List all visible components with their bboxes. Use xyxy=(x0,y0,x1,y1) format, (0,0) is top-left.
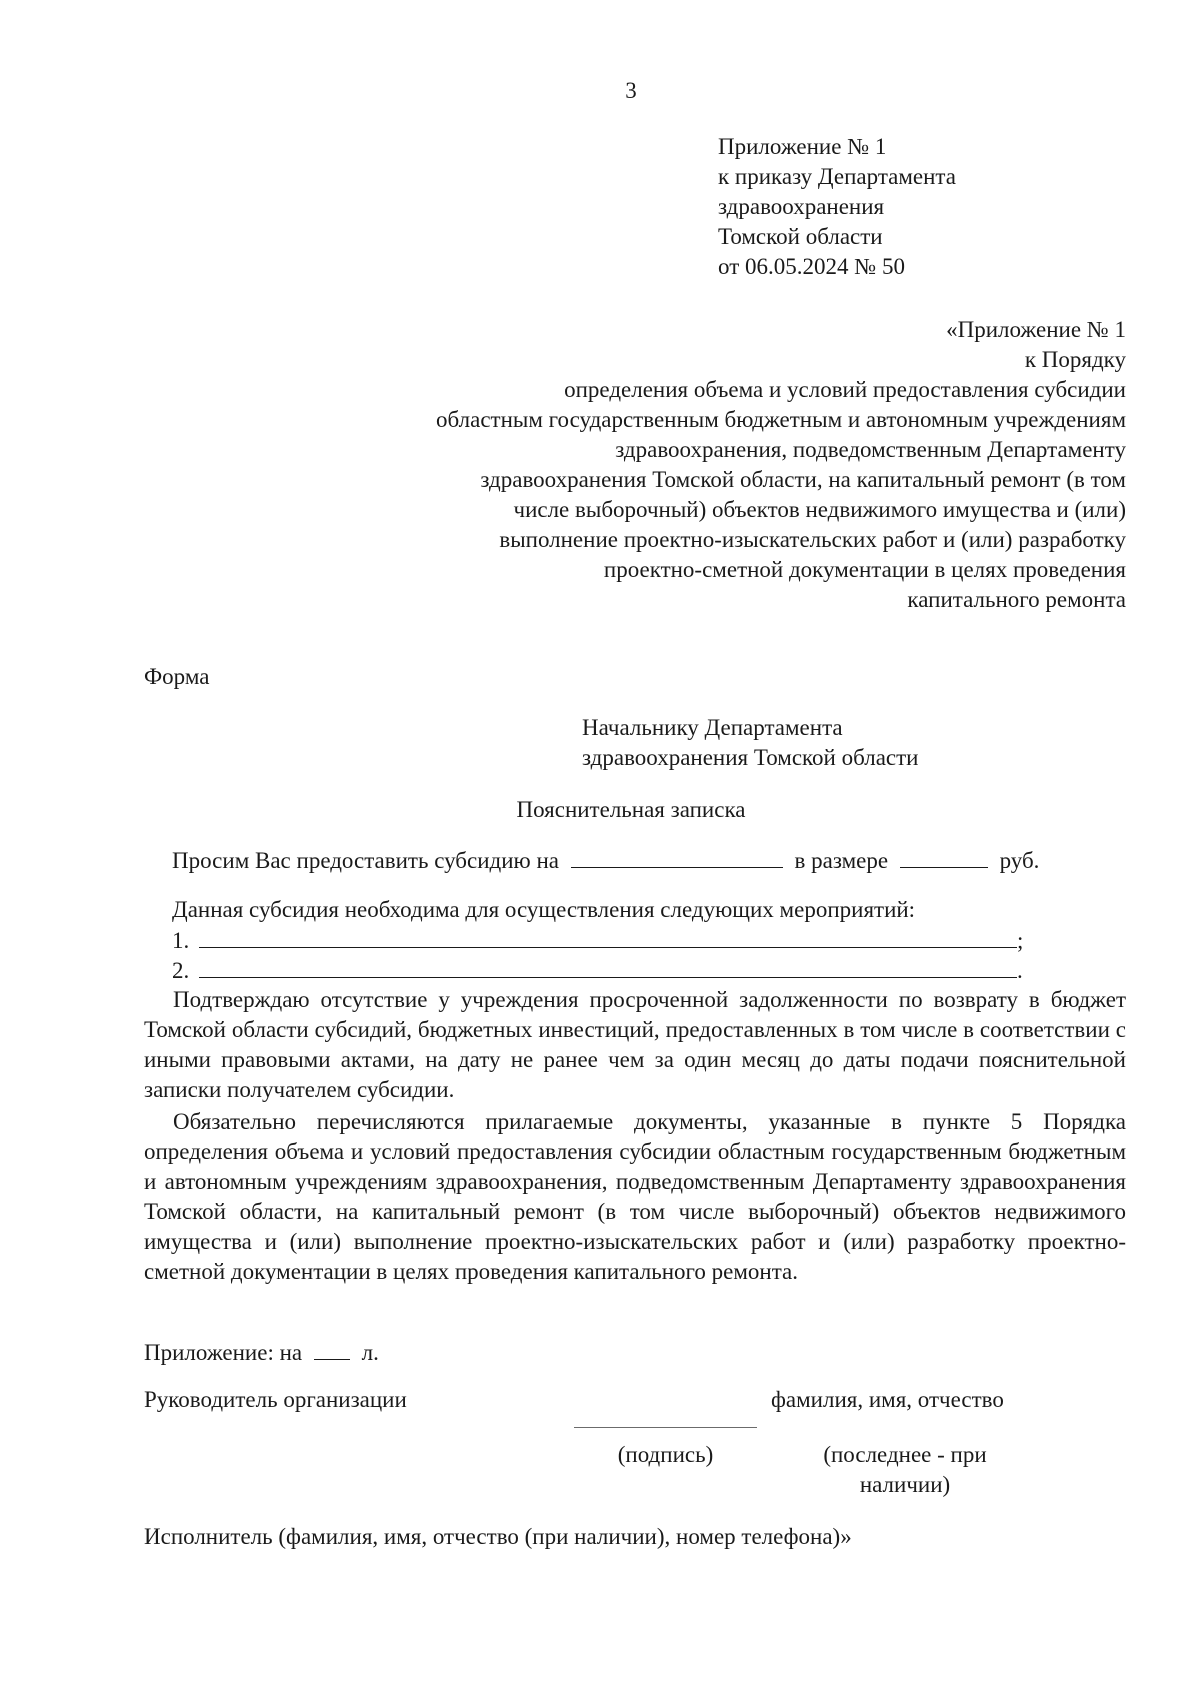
name-caption-line: наличии) xyxy=(859,1472,951,1497)
approval-line: Приложение № 1 xyxy=(718,134,887,159)
signature-caption: (подпись) xyxy=(617,1442,714,1467)
request-suffix: руб. xyxy=(999,848,1040,873)
approval-line: от 06.05.2024 № 50 xyxy=(718,254,905,279)
form-label: Форма xyxy=(144,664,210,689)
approval-line: Томской области xyxy=(718,224,883,249)
activity-item-2-blank[interactable] xyxy=(199,955,1017,978)
appendix-line: здравоохранения, подведомственным Департаменту xyxy=(615,437,1126,462)
appendix-line: числе выборочный) объектов недвижимого имущества и (или) xyxy=(513,497,1126,522)
approval-line: здравоохранения xyxy=(718,194,885,219)
activity-item-1 xyxy=(172,925,1154,955)
addressee-line: Начальнику Департамента xyxy=(582,715,843,740)
addressee-line: здравоохранения Томской области xyxy=(582,745,919,770)
appendix-line: капитального ремонта xyxy=(907,587,1126,612)
subsidy-amount-blank[interactable] xyxy=(900,845,988,868)
attachment-suffix: л. xyxy=(361,1340,379,1365)
name-caption xyxy=(790,1440,1020,1500)
appendix-block xyxy=(226,315,1126,615)
head-label: Руководитель организации xyxy=(144,1387,407,1412)
appendix-line: здравоохранения Томской области, на капитальный ремонт (в том xyxy=(480,467,1126,492)
signature-line[interactable] xyxy=(574,1427,757,1428)
confirmation-paragraph: Подтверждаю отсутствие у учреждения просроченной задолженности по возврату в бюджет Томской области субсидий, бюджетных инвестиций, предоставленных в том числе в соответствии с иными правовыми актами, на дату не ранее чем за один месяц до даты подачи пояснительной записки получателем субсидии. xyxy=(144,987,1126,1102)
activity-item-1-blank[interactable] xyxy=(199,925,1017,948)
appendix-line: выполнение проектно-изыскательских работ и (или) разработку xyxy=(499,527,1126,552)
attachment-prefix: Приложение: на xyxy=(144,1340,303,1365)
note-title: Пояснительная записка xyxy=(516,797,746,822)
approval-line: к приказу Департамента xyxy=(718,164,956,189)
approval-block xyxy=(718,132,1158,282)
executor-line: Исполнитель (фамилия, имя, отчество (при наличии), номер телефона)» xyxy=(144,1524,852,1549)
page-number: 3 xyxy=(625,78,637,103)
activity-item-end: ; xyxy=(1017,928,1024,953)
name-caption-line: (последнее - при xyxy=(823,1442,987,1467)
appendix-line: к Порядку xyxy=(1024,347,1126,372)
appendix-line: областным государственным бюджетным и автономным учреждениям xyxy=(436,407,1126,432)
activity-item-2 xyxy=(172,955,1154,985)
request-line xyxy=(172,845,1154,875)
appendix-line: проектно-сметной документации в целях проведения xyxy=(603,557,1126,582)
subsidy-purpose-blank[interactable] xyxy=(571,845,783,868)
activity-item-label: 2. xyxy=(172,958,190,983)
addressee-block xyxy=(582,713,1082,773)
documents-paragraph: Обязательно перечисляются прилагаемые документы, указанные в пункте 5 Порядка определения объема и условий предоставления субсидии областным государственным бюджетным и автономным учреждениям здравоохранения, подведомственным Департаменту здравоохранения Томской области, на капитальный ремонт (в том числе выборочный) объектов недвижимого имущества и (или) выполнение проектно-изыскательских работ и (или) разработку проектно-сметной документации в целях проведения капитального ремонта. xyxy=(144,1109,1126,1284)
activity-item-label: 1. xyxy=(172,928,190,953)
appendix-line: определения объема и условий предоставления субсидии xyxy=(564,377,1126,402)
attachment-line xyxy=(144,1337,1126,1367)
attachment-pages-blank[interactable] xyxy=(314,1337,350,1360)
appendix-line: «Приложение № 1 xyxy=(946,317,1126,342)
activity-item-end: . xyxy=(1017,958,1023,983)
request-prefix: Просим Вас предоставить субсидию на xyxy=(172,848,559,873)
name-label: фамилия, имя, отчество xyxy=(771,1387,1004,1412)
request-middle: в размере xyxy=(794,848,889,873)
activities-intro: Данная субсидия необходима для осуществления следующих мероприятий: xyxy=(172,897,916,922)
